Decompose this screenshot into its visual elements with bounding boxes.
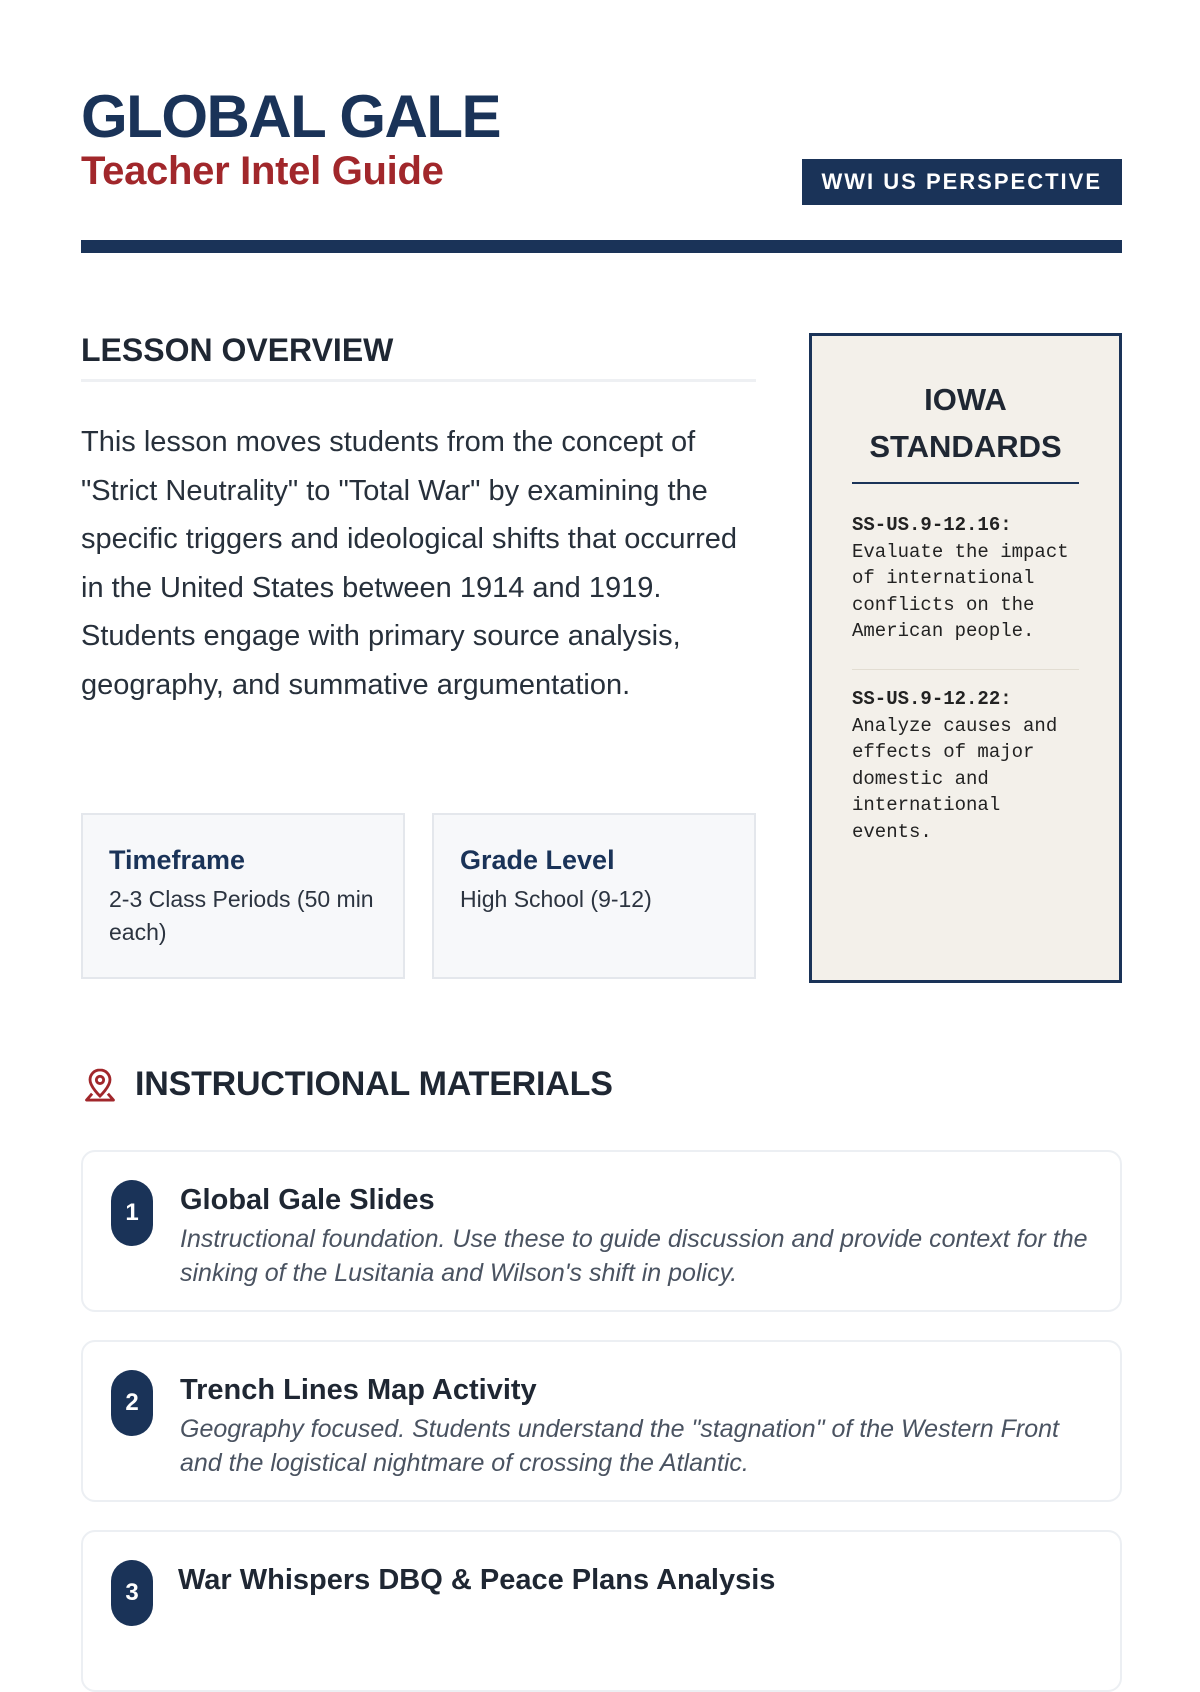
timeframe-label: Timeframe — [109, 845, 246, 875]
grade-level-label: Grade Level — [460, 845, 615, 875]
lesson-overview-heading: LESSON OVERVIEW — [81, 332, 394, 368]
lesson-overview-section — [81, 330, 756, 709]
iowa-standards-panel — [809, 333, 1122, 983]
standard-item — [852, 686, 1079, 846]
material-description: Instructional foundation. Use these to guide discussion and provide context for the sinking of the Lusitania and Wilson's shift in policy. — [180, 1225, 1088, 1287]
page-header — [81, 85, 1122, 193]
page-subtitle: Teacher Intel Guide — [81, 149, 444, 193]
material-number-badge: 3 — [111, 1560, 153, 1626]
standard-separator — [852, 669, 1079, 670]
material-title: War Whispers DBQ & Peace Plans Analysis — [178, 1564, 776, 1596]
standard-code: SS-US.9-12.22: — [852, 687, 1012, 710]
material-item — [81, 1530, 1122, 1692]
instructional-materials-heading: INSTRUCTIONAL MATERIALS — [135, 1065, 613, 1103]
standards-heading — [852, 376, 1079, 470]
grade-level-card — [432, 813, 756, 979]
instructional-materials-heading-row — [81, 1065, 613, 1104]
standards-divider — [852, 482, 1079, 484]
page-title: GLOBAL GALE — [81, 83, 501, 150]
material-number-badge: 1 — [111, 1180, 153, 1246]
standards-heading-line2: STANDARDS — [869, 429, 1062, 464]
material-description: Geography focused. Students understand the "stagnation" of the Western Front and the logistical nightmare of crossing the Atlantic. — [180, 1415, 1059, 1477]
material-item — [81, 1340, 1122, 1502]
header-divider — [81, 240, 1122, 253]
standard-item — [852, 512, 1079, 645]
lesson-overview-text: This lesson moves students from the concept of "Strict Neutrality" to "Total War" by examining the specific triggers and ideological shifts that occurred in the United States between 1914 and 1919. Students engage with primary source analysis, geography, and summative argumentation. — [81, 426, 738, 701]
timeframe-card — [81, 813, 405, 979]
standard-text: Analyze causes and effects of major domestic and international events. — [852, 714, 1058, 843]
standard-code: SS-US.9-12.16: — [852, 514, 1012, 536]
section-divider — [81, 379, 756, 382]
material-title: Trench Lines Map Activity — [180, 1374, 537, 1406]
lesson-info-cards — [81, 813, 756, 983]
material-item — [81, 1150, 1122, 1312]
grade-level-value: High School (9-12) — [460, 886, 652, 912]
timeframe-value: 2-3 Class Periods (50 min each) — [109, 886, 374, 945]
standards-heading-line1: IOWA — [924, 382, 1007, 417]
material-title: Global Gale Slides — [180, 1184, 435, 1216]
material-number-badge: 2 — [111, 1370, 153, 1436]
map-pin-icon — [81, 1066, 119, 1104]
perspective-badge: WWI US PERSPECTIVE — [802, 159, 1122, 205]
standard-text: Evaluate the impact of international conflicts on the American people. — [852, 540, 1069, 643]
